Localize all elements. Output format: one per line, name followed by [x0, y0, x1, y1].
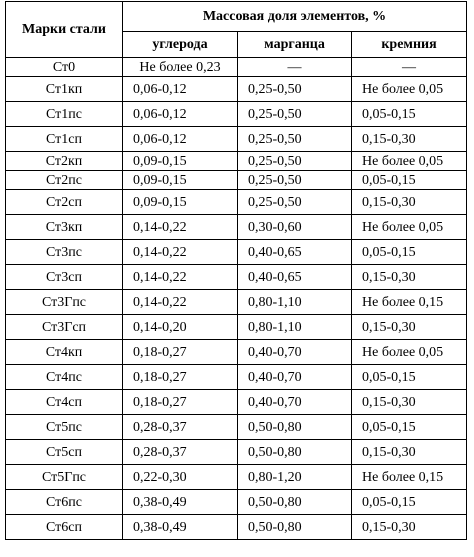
manganese-cell: 0,50-0,80 — [238, 440, 352, 465]
grade-cell: Ст5пс — [6, 415, 123, 440]
table-row — [6, 240, 467, 265]
table-row — [6, 415, 467, 440]
silicon-cell: 0,15-0,30 — [352, 440, 467, 465]
manganese-cell: 0,25-0,50 — [238, 102, 352, 127]
header-steel-grade: Марки стали — [6, 2, 123, 58]
carbon-cell: 0,06-0,12 — [123, 102, 238, 127]
grade-cell: Ст3пс — [6, 240, 123, 265]
table-row — [6, 515, 467, 540]
table-row — [6, 340, 467, 365]
carbon-cell: 0,14-0,20 — [123, 315, 238, 340]
silicon-cell: 0,15-0,30 — [352, 315, 467, 340]
grade-cell: Ст1сп — [6, 127, 123, 152]
table-row — [6, 190, 467, 215]
silicon-cell: Не более 0,05 — [352, 152, 467, 171]
carbon-cell: Не более 0,23 — [123, 58, 238, 77]
grade-cell: Ст3кп — [6, 215, 123, 240]
carbon-cell: 0,38-0,49 — [123, 515, 238, 540]
carbon-cell: 0,22-0,30 — [123, 465, 238, 490]
manganese-cell: 0,25-0,50 — [238, 127, 352, 152]
carbon-cell: 0,38-0,49 — [123, 490, 238, 515]
table-row — [6, 265, 467, 290]
carbon-cell: 0,18-0,27 — [123, 365, 238, 390]
manganese-cell: 0,25-0,50 — [238, 77, 352, 102]
manganese-cell: — — [238, 58, 352, 77]
table-body — [6, 58, 467, 540]
carbon-cell: 0,09-0,15 — [123, 152, 238, 171]
grade-cell: Ст2кп — [6, 152, 123, 171]
silicon-cell: — — [352, 58, 467, 77]
silicon-cell: 0,15-0,30 — [352, 190, 467, 215]
silicon-cell: 0,15-0,30 — [352, 127, 467, 152]
carbon-cell: 0,18-0,27 — [123, 340, 238, 365]
silicon-cell: 0,05-0,15 — [352, 365, 467, 390]
carbon-cell: 0,14-0,22 — [123, 215, 238, 240]
header-mass-fraction: Массовая доля элементов, % — [123, 2, 467, 32]
manganese-cell: 0,40-0,65 — [238, 240, 352, 265]
grade-cell: Ст3Гсп — [6, 315, 123, 340]
grade-cell: Ст2сп — [6, 190, 123, 215]
table-row — [6, 127, 467, 152]
header-manganese: марганца — [238, 32, 352, 58]
silicon-cell: 0,05-0,15 — [352, 240, 467, 265]
manganese-cell: 0,80-1,10 — [238, 290, 352, 315]
table-row — [6, 215, 467, 240]
silicon-cell: Не более 0,15 — [352, 290, 467, 315]
carbon-cell: 0,06-0,12 — [123, 127, 238, 152]
manganese-cell: 0,50-0,80 — [238, 490, 352, 515]
carbon-cell: 0,28-0,37 — [123, 415, 238, 440]
carbon-cell: 0,14-0,22 — [123, 240, 238, 265]
manganese-cell: 0,40-0,65 — [238, 265, 352, 290]
header-carbon: углерода — [123, 32, 238, 58]
table-row — [6, 390, 467, 415]
table-row — [6, 440, 467, 465]
table-row — [6, 58, 467, 77]
silicon-cell: 0,15-0,30 — [352, 390, 467, 415]
table-row — [6, 315, 467, 340]
grade-cell: Ст0 — [6, 58, 123, 77]
manganese-cell: 0,40-0,70 — [238, 390, 352, 415]
manganese-cell: 0,40-0,70 — [238, 365, 352, 390]
header-row-group — [6, 2, 467, 32]
grade-cell: Ст5Гпс — [6, 465, 123, 490]
table-row — [6, 102, 467, 127]
silicon-cell: 0,05-0,15 — [352, 415, 467, 440]
carbon-cell: 0,14-0,22 — [123, 265, 238, 290]
carbon-cell: 0,09-0,15 — [123, 171, 238, 190]
manganese-cell: 0,30-0,60 — [238, 215, 352, 240]
grade-cell: Ст6сп — [6, 515, 123, 540]
table-row — [6, 465, 467, 490]
table-row — [6, 490, 467, 515]
header-silicon: кремния — [352, 32, 467, 58]
grade-cell: Ст3сп — [6, 265, 123, 290]
silicon-cell: Не более 0,15 — [352, 465, 467, 490]
silicon-cell: 0,05-0,15 — [352, 490, 467, 515]
grade-cell: Ст5сп — [6, 440, 123, 465]
manganese-cell: 0,50-0,80 — [238, 515, 352, 540]
grade-cell: Ст4кп — [6, 340, 123, 365]
carbon-cell: 0,14-0,22 — [123, 290, 238, 315]
manganese-cell: 0,25-0,50 — [238, 171, 352, 190]
grade-cell: Ст4пс — [6, 365, 123, 390]
manganese-cell: 0,25-0,50 — [238, 190, 352, 215]
carbon-cell: 0,09-0,15 — [123, 190, 238, 215]
manganese-cell: 0,40-0,70 — [238, 340, 352, 365]
grade-cell: Ст6пс — [6, 490, 123, 515]
manganese-cell: 0,80-1,10 — [238, 315, 352, 340]
silicon-cell: 0,05-0,15 — [352, 171, 467, 190]
table-row — [6, 171, 467, 190]
manganese-cell: 0,80-1,20 — [238, 465, 352, 490]
silicon-cell: Не более 0,05 — [352, 215, 467, 240]
table-row — [6, 77, 467, 102]
silicon-cell: Не более 0,05 — [352, 77, 467, 102]
table-row — [6, 290, 467, 315]
steel-composition-table — [5, 1, 467, 540]
carbon-cell: 0,18-0,27 — [123, 390, 238, 415]
manganese-cell: 0,50-0,80 — [238, 415, 352, 440]
silicon-cell: 0,15-0,30 — [352, 515, 467, 540]
grade-cell: Ст4сп — [6, 390, 123, 415]
table-row — [6, 365, 467, 390]
carbon-cell: 0,06-0,12 — [123, 77, 238, 102]
grade-cell: Ст1кп — [6, 77, 123, 102]
silicon-cell: 0,15-0,30 — [352, 265, 467, 290]
manganese-cell: 0,25-0,50 — [238, 152, 352, 171]
silicon-cell: 0,05-0,15 — [352, 102, 467, 127]
silicon-cell: Не более 0,05 — [352, 340, 467, 365]
grade-cell: Ст1пс — [6, 102, 123, 127]
table-row — [6, 152, 467, 171]
carbon-cell: 0,28-0,37 — [123, 440, 238, 465]
grade-cell: Ст3Гпс — [6, 290, 123, 315]
grade-cell: Ст2пс — [6, 171, 123, 190]
